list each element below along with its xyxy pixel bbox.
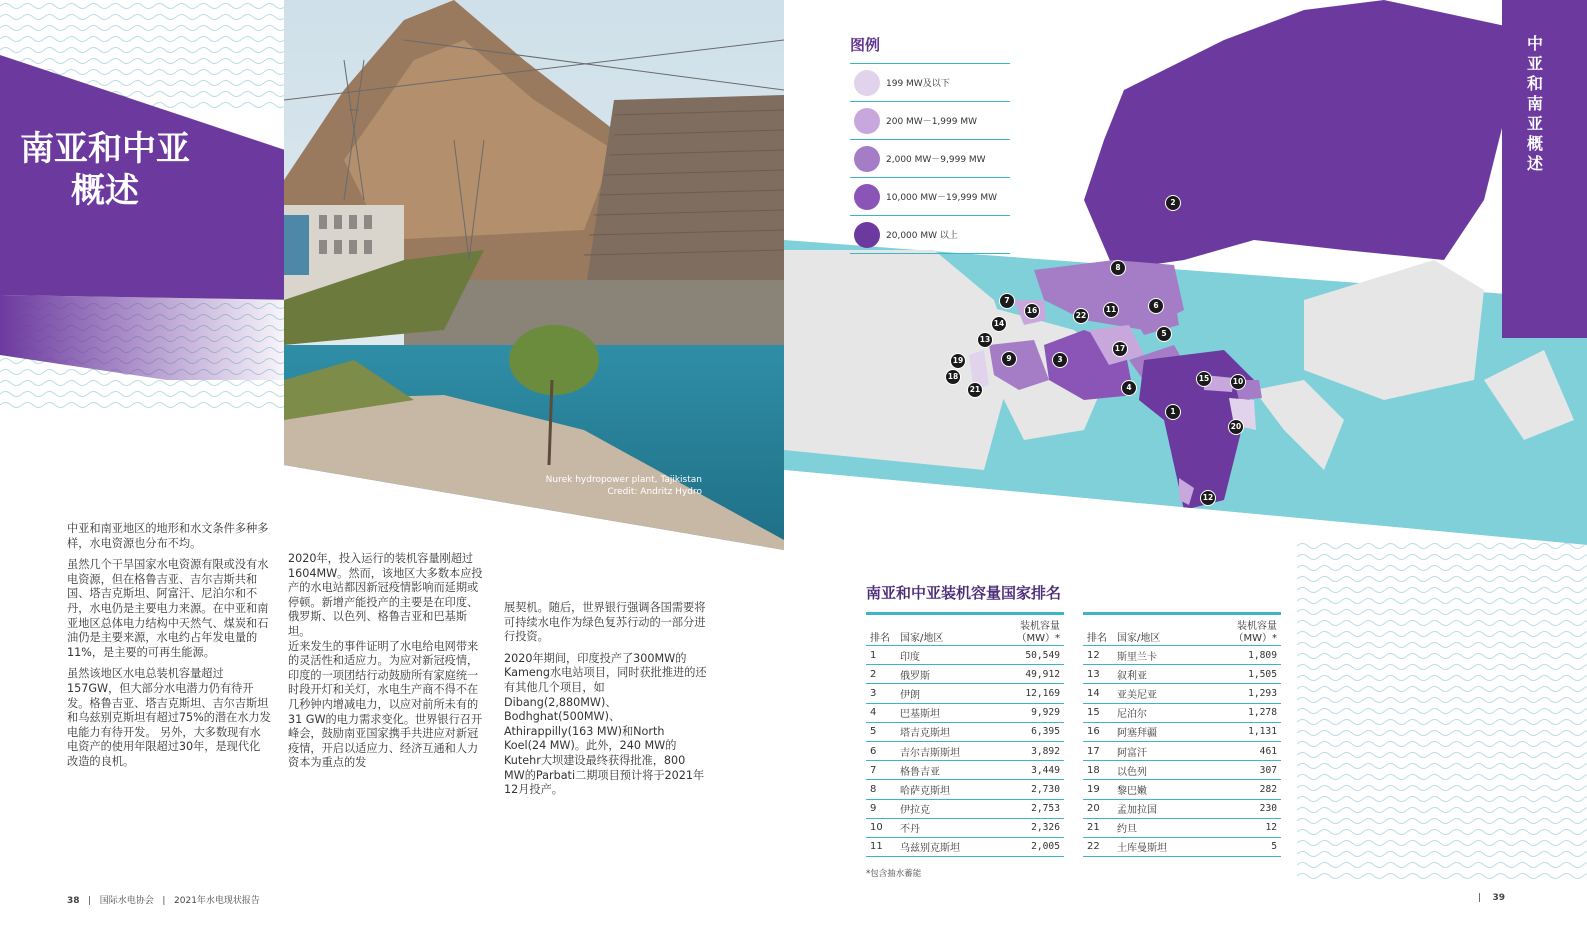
country-cell: 哈萨克斯坦 <box>896 780 994 799</box>
photo-caption-line1: Nurek hydropower plant, Tajikistan <box>545 475 702 485</box>
table-row <box>866 703 1064 722</box>
legend-label: 10,000 MW－19,999 MW <box>886 193 998 203</box>
country-cell: 塔吉克斯坦 <box>896 722 994 741</box>
capacity-cell: 282 <box>1211 780 1281 799</box>
table-row <box>1083 799 1281 818</box>
capacity-cell: 1,293 <box>1211 684 1281 703</box>
rank-cell: 13 <box>1083 665 1113 684</box>
map-marker: 6 <box>1148 298 1164 314</box>
country-cell: 黎巴嫩 <box>1113 780 1211 799</box>
map-marker: 1 <box>1165 404 1181 420</box>
header-capacity <box>1211 615 1281 646</box>
capacity-cell: 307 <box>1211 761 1281 780</box>
table-row <box>1083 646 1281 665</box>
footer-right <box>1478 893 1505 903</box>
map-marker: 4 <box>1121 380 1137 396</box>
paragraph: 近来发生的事件证明了水电给电网带来的灵活性和适应力。为应对新冠疫情，印度的一项团结行动鼓励所有家庭统一时段开灯和关灯，水电生产商不得不在几秒钟内增减电力，以应对前所未有的 31 GW的电力需求变化。世界银行召开峰会，鼓励南亚国家携手共进应对新冠疫情，开启以适应力、经济互通和人力资本为重点的发 <box>288 639 483 770</box>
rank-cell: 10 <box>866 818 896 837</box>
paragraph: 中亚和南亚地区的地形和水文条件多种多样，水电资源也分布不均。 <box>67 522 269 550</box>
header-capacity-line2: （MW）* <box>1016 633 1060 644</box>
rank-cell: 15 <box>1083 703 1113 722</box>
rank-cell: 14 <box>1083 684 1113 703</box>
legend-item <box>850 63 1010 102</box>
map-marker: 14 <box>991 316 1007 332</box>
capacity-cell: 3,449 <box>994 761 1064 780</box>
country-cell: 以色列 <box>1113 761 1211 780</box>
footer-separator: | <box>1478 893 1482 903</box>
capacity-cell: 50,549 <box>994 646 1064 665</box>
capacity-cell: 2,005 <box>994 837 1064 856</box>
capacity-cell: 12,169 <box>994 684 1064 703</box>
rank-cell: 16 <box>1083 722 1113 741</box>
table-row <box>1083 780 1281 799</box>
legend-title: 图例 <box>850 36 881 54</box>
footer-report-title: 2021年水电现状报告 <box>174 896 260 906</box>
map-marker: 18 <box>945 369 961 385</box>
table-row <box>1083 684 1281 703</box>
country-cell: 乌兹别克斯坦 <box>896 837 994 856</box>
capacity-cell: 9,929 <box>994 703 1064 722</box>
map-marker: 16 <box>1024 303 1040 319</box>
footer-separator: | <box>88 896 92 906</box>
country-cell: 阿富汗 <box>1113 741 1211 760</box>
rank-cell: 6 <box>866 741 896 760</box>
header-capacity-line1: 装机容量 <box>1020 621 1060 632</box>
capacity-cell: 49,912 <box>994 665 1064 684</box>
rank-cell: 2 <box>866 665 896 684</box>
map-marker: 7 <box>999 293 1015 309</box>
capacity-cell: 5 <box>1211 837 1281 856</box>
photo-caption-credit: Credit: Andritz Hydro <box>607 487 702 497</box>
legend-swatch <box>854 108 880 134</box>
capacity-cell: 2,730 <box>994 780 1064 799</box>
legend-item <box>850 140 1010 178</box>
map-marker: 3 <box>1052 352 1068 368</box>
ranking-table-left <box>866 615 1064 857</box>
map-marker: 13 <box>977 332 993 348</box>
country-cell: 尼泊尔 <box>1113 703 1211 722</box>
country-cell: 巴基斯坦 <box>896 703 994 722</box>
capacity-cell: 1,131 <box>1211 722 1281 741</box>
header-rank: 排名 <box>866 615 896 646</box>
title-banner <box>0 50 300 380</box>
table-row <box>1083 837 1281 856</box>
paragraph: 虽然该地区水电总装机容量超过157GW，但大部分水电潜力仍有待开发。格鲁吉亚、塔吉克斯坦、吉尔吉斯坦和乌兹别克斯坦有超过75%的潜在水力发电能力有待开发。 另外，大多数现有水电资产的使用年限超过30年，是现代化改造的良机。 <box>67 667 271 768</box>
capacity-cell: 230 <box>1211 799 1281 818</box>
paragraph: 虽然几个干旱国家水电资源有限或没有水电资源，但在格鲁吉亚、吉尔吉斯共和国、塔吉克斯坦、阿富汗、尼泊尔和不丹，水电仍是主要电力来源。在中亚和南亚地区总体电力结构中天然气、煤炭和石油仍是主要来源，水电约占年发电量的11%，是主要的可再生能源。 <box>67 558 269 659</box>
legend-swatch <box>854 184 880 210</box>
country-cell: 约旦 <box>1113 818 1211 837</box>
country-cell: 亚美尼亚 <box>1113 684 1211 703</box>
country-cell: 不丹 <box>896 818 994 837</box>
table-row <box>1083 722 1281 741</box>
table-row <box>1083 761 1281 780</box>
map-marker: 12 <box>1200 490 1216 506</box>
body-column-3 <box>504 601 708 805</box>
country-cell: 印度 <box>896 646 994 665</box>
header-country: 国家/地区 <box>1113 615 1211 646</box>
rank-cell: 17 <box>1083 741 1113 760</box>
paragraph: 2020年期间，印度投产了300MW的Kameng水电站项目，同时获批推进的还有其他几个项目，如Dibang(2,880MW)、Bodhghat(500MW)、Athirappilly(163 MW)和North Koel(24 MW)。此外，240 MW的Kutehr大坝建设最终获得批准，800 MW的Parbati二期项目预计将于2021年12月投产。 <box>504 651 707 797</box>
page-title-line2: 概述 <box>71 171 139 211</box>
header-country: 国家/地区 <box>896 615 994 646</box>
ranking-table-right <box>1083 615 1281 857</box>
footer-org: 国际水电协会 <box>99 896 154 906</box>
capacity-cell: 2,326 <box>994 818 1064 837</box>
legend-swatch <box>854 222 880 248</box>
table-row <box>866 741 1064 760</box>
rank-cell: 19 <box>1083 780 1113 799</box>
country-cell: 伊拉克 <box>896 799 994 818</box>
rank-cell: 5 <box>866 722 896 741</box>
country-cell: 土库曼斯坦 <box>1113 837 1211 856</box>
map-marker: 8 <box>1110 260 1126 276</box>
table-row <box>1083 665 1281 684</box>
capacity-cell: 1,809 <box>1211 646 1281 665</box>
country-cell: 斯里兰卡 <box>1113 646 1211 665</box>
table-row <box>866 722 1064 741</box>
rank-cell: 1 <box>866 646 896 665</box>
legend-item <box>850 102 1010 140</box>
legend-label: 20,000 MW 以上 <box>886 231 958 241</box>
wave-pattern-bottom-right <box>1297 540 1587 880</box>
rank-cell: 7 <box>866 761 896 780</box>
legend-swatch <box>854 146 880 172</box>
rank-cell: 3 <box>866 684 896 703</box>
map-marker: 21 <box>967 382 983 398</box>
country-cell: 格鲁吉亚 <box>896 761 994 780</box>
country-cell: 阿塞拜疆 <box>1113 722 1211 741</box>
header-capacity-line1: 装机容量 <box>1237 621 1277 632</box>
header-rank: 排名 <box>1083 615 1113 646</box>
country-cell: 孟加拉国 <box>1113 799 1211 818</box>
map-marker: 5 <box>1156 326 1172 342</box>
header-capacity <box>994 615 1064 646</box>
footer-left <box>67 893 260 906</box>
body-column-2 <box>288 552 486 778</box>
country-cell: 叙利亚 <box>1113 665 1211 684</box>
legend-label: 200 MW－1,999 MW <box>886 117 977 127</box>
country-cell: 俄罗斯 <box>896 665 994 684</box>
table-header-row <box>866 615 1064 646</box>
rank-cell: 22 <box>1083 837 1113 856</box>
rank-cell: 8 <box>866 780 896 799</box>
capacity-cell: 2,753 <box>994 799 1064 818</box>
rank-cell: 18 <box>1083 761 1113 780</box>
map-marker: 10 <box>1230 374 1246 390</box>
legend-label: 2,000 MW－9,999 MW <box>886 155 986 165</box>
table-row <box>1083 741 1281 760</box>
table-footnote: *包含抽水蓄能 <box>866 869 922 879</box>
table-row <box>866 837 1064 856</box>
table-row <box>866 799 1064 818</box>
rank-cell: 9 <box>866 799 896 818</box>
header-capacity-line2: （MW）* <box>1233 633 1277 644</box>
capacity-cell: 1,278 <box>1211 703 1281 722</box>
legend-swatch <box>854 70 880 96</box>
country-cell: 吉尔吉斯斯坦 <box>896 741 994 760</box>
map-marker: 2 <box>1165 195 1181 211</box>
map-marker: 11 <box>1103 302 1119 318</box>
page-title <box>0 128 210 212</box>
table-row <box>866 665 1064 684</box>
footer-separator: | <box>162 896 166 906</box>
paragraph: 展契机。随后，世界银行强调各国需要将可持续水电作为绿色复苏行动的一部分进行投资。 <box>504 601 706 644</box>
table-row <box>1083 703 1281 722</box>
table-row <box>866 818 1064 837</box>
legend-item <box>850 178 1010 216</box>
rank-cell: 20 <box>1083 799 1113 818</box>
capacity-cell: 461 <box>1211 741 1281 760</box>
page-number: 38 <box>67 896 80 906</box>
body-column-1 <box>67 522 271 777</box>
map-marker: 9 <box>1001 351 1017 367</box>
rank-cell: 11 <box>866 837 896 856</box>
page-number: 39 <box>1492 893 1506 903</box>
rank-cell: 21 <box>1083 818 1113 837</box>
capacity-cell: 12 <box>1211 818 1281 837</box>
map-marker: 20 <box>1228 419 1244 435</box>
rank-cell: 4 <box>866 703 896 722</box>
table-title: 南亚和中亚装机容量国家排名 <box>866 584 1062 602</box>
map-legend <box>850 34 1010 254</box>
map-marker: 19 <box>950 353 966 369</box>
photo-caption <box>520 474 702 498</box>
hydropower-plant-photo <box>284 0 784 550</box>
map-marker: 22 <box>1073 308 1089 324</box>
table-row <box>1083 818 1281 837</box>
country-cell: 伊朗 <box>896 684 994 703</box>
table-row <box>866 684 1064 703</box>
page-title-line1: 南亚和中亚 <box>20 129 190 169</box>
paragraph: 2020年，投入运行的装机容量刚超过1604MW。然而，该地区大多数本应投产的水电站都因新冠疫情影响而延期或停顿。新增产能投产的主要是在印度、俄罗斯、以色列、格鲁吉亚和巴基斯坦。 <box>288 552 483 638</box>
section-side-tab-label: 中亚和南亚概述 <box>1526 34 1543 173</box>
table-header-row <box>1083 615 1281 646</box>
table-row <box>866 780 1064 799</box>
table-row <box>866 646 1064 665</box>
map-marker: 15 <box>1196 371 1212 387</box>
capacity-cell: 3,892 <box>994 741 1064 760</box>
legend-item <box>850 216 1010 254</box>
capacity-cell: 6,395 <box>994 722 1064 741</box>
legend-label: 199 MW及以下 <box>886 79 950 89</box>
table-row <box>866 761 1064 780</box>
rank-cell: 12 <box>1083 646 1113 665</box>
map-marker: 17 <box>1112 341 1128 357</box>
capacity-cell: 1,505 <box>1211 665 1281 684</box>
